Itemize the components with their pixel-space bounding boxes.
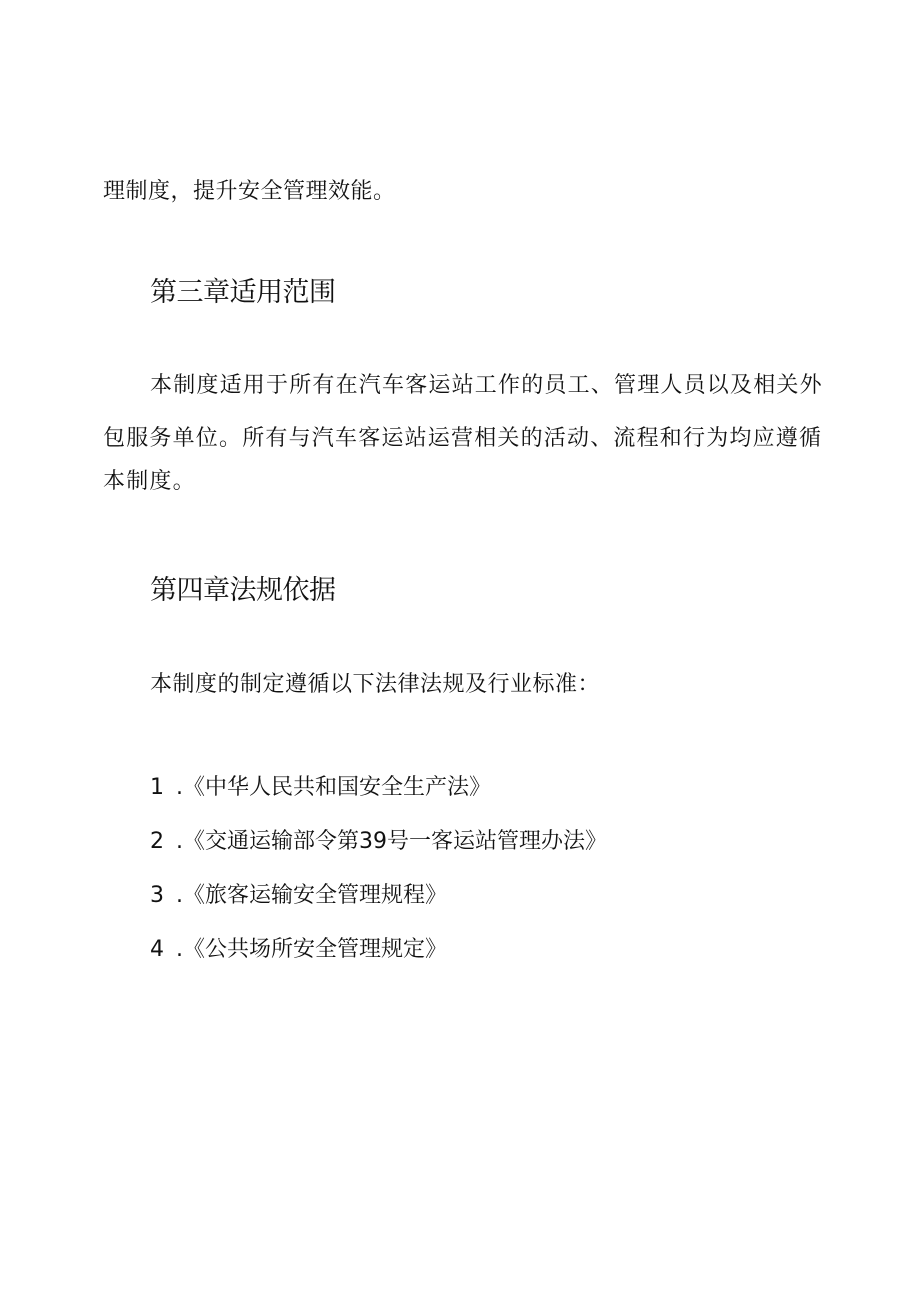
chapter4-title: 第四章法规依据	[150, 575, 336, 606]
list-item	[150, 773, 491, 803]
list-item-number: 2	[150, 829, 164, 854]
list-item-number: 1	[150, 775, 164, 800]
chapter3-line-3: 本制度。	[103, 469, 196, 494]
list-item-text: .《旅客运输安全管理规程》	[176, 883, 447, 908]
list-item	[150, 935, 447, 965]
list-item-text: .《公共场所安全管理规定》	[176, 937, 447, 962]
list-item	[150, 881, 447, 911]
chapter3-title: 第三章适用范围	[150, 277, 336, 308]
list-item-number: 4	[150, 937, 164, 962]
intro-tail-text: 理制度，提升安全管理效能。	[103, 179, 396, 204]
chapter3-line-2: 包服务单位。所有与汽车客运站运营相关的活动、流程和行为均应遵循	[103, 426, 823, 451]
list-item-number: 3	[150, 883, 164, 908]
chapter4-intro: 本制度的制定遵循以下法律法规及行业标准：	[150, 672, 601, 697]
list-item-text: .《交通运输部令第39号一客运站管理办法》	[176, 829, 607, 854]
list-item-text: .《中华人民共和国安全生产法》	[176, 775, 491, 800]
list-item	[150, 827, 607, 857]
chapter3-line-1: 本制度适用于所有在汽车客运站工作的员工、管理人员以及相关外	[150, 373, 823, 398]
